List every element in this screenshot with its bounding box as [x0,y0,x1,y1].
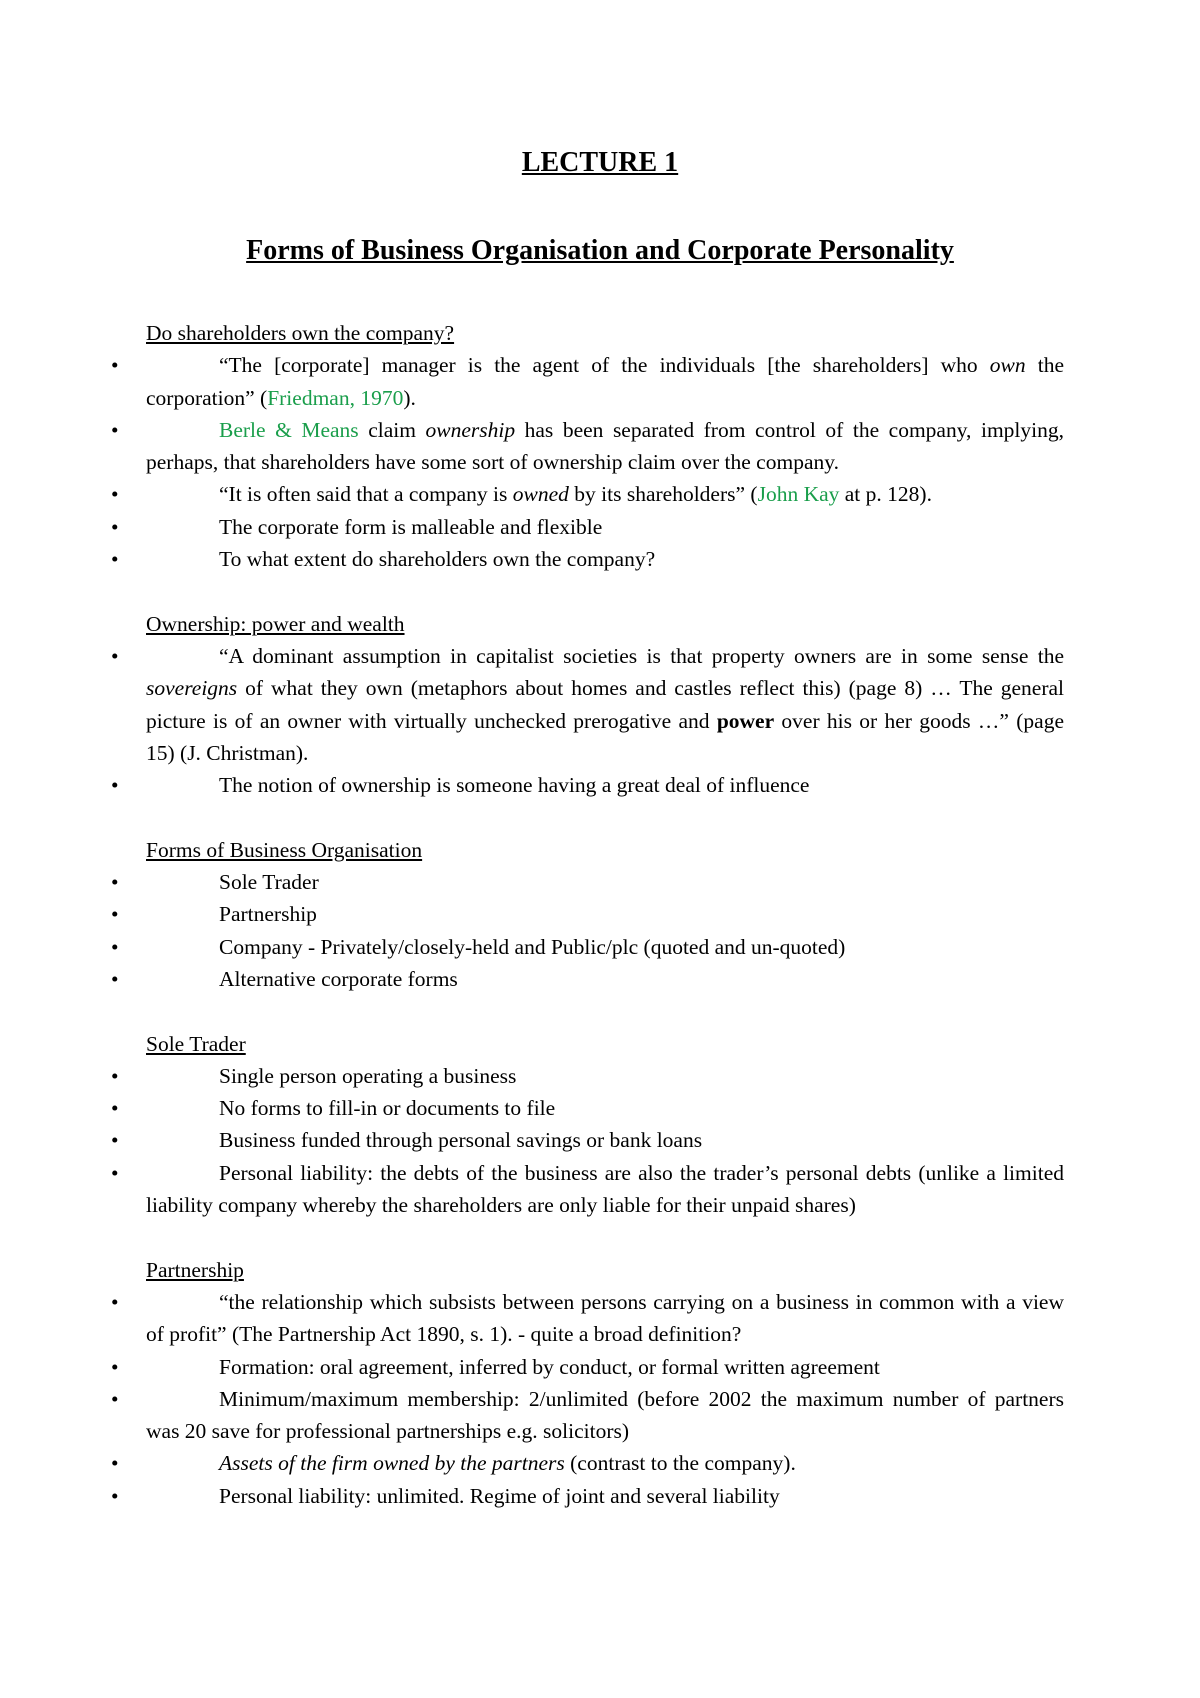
section-heading: Forms of Business Organisation [146,837,423,862]
bullet-icon: • [111,514,119,539]
bullet-icon: • [111,966,119,991]
list-item: • Personal liability: unlimited. Regime of joint and several liability [111,1480,1064,1512]
citation: Berle & Means [219,417,359,442]
list-item: • To what extent do shareholders own the company? [111,543,1064,575]
section-partnership [111,1254,1064,1512]
list-item: • Alternative corporate forms [111,963,1064,995]
list-item: • Berle & Means claim ownership has been separated from control of the company, implying, perhaps, that shareholders have some sort of ownership claim over the company. [111,414,1064,479]
list-item: • “A dominant assumption in capitalist societies is that property owners are in some sense the sovereigns of what they own (metaphors about homes and castles reflect this) (page 8) … The general picture is of an owner with virtually unchecked prerogative and power over his or her goods …” (page 15) (J. Christman). [111,640,1064,769]
list-item: • Single person operating a business [111,1060,1064,1092]
bullet-icon: • [111,1289,119,1314]
bullet-icon: • [111,934,119,959]
list-item: • Business funded through personal savings or bank loans [111,1124,1064,1156]
list-item: • The notion of ownership is someone having a great deal of influence [111,769,1064,801]
bullet-icon: • [111,643,119,668]
bullet-icon: • [111,353,119,378]
section-heading: Sole Trader [146,1031,246,1056]
list-item: • “the relationship which subsists between persons carrying on a business in common with a view of profit” (The Partnership Act 1890, s. 1). - quite a broad definition? [111,1286,1064,1351]
bullet-icon: • [111,870,119,895]
section-heading: Partnership [146,1257,244,1282]
list-item: • Sole Trader [111,866,1064,898]
citation: John Kay [757,482,840,507]
list-item: • No forms to fill-in or documents to file [111,1092,1064,1124]
bullet-icon: • [111,1451,119,1476]
bullet-icon: • [111,1128,119,1153]
bullet-icon: • [111,547,119,572]
bullet-icon: • [111,482,119,507]
bullet-icon: • [111,773,119,798]
list-item: • Formation: oral agreement, inferred by conduct, or formal written agreement [111,1351,1064,1383]
list-item: • Assets of the firm owned by the partners (contrast to the company). [111,1447,1064,1479]
list-item: • “The [corporate] manager is the agent of the individuals [the shareholders] who own the corporation” (Friedman, 1970). [111,349,1064,414]
list-item: • Minimum/maximum membership: 2/unlimited (before 2002 the maximum number of partners was 20 save for professional partnerships e.g. solicitors) [111,1383,1064,1448]
bullet-icon: • [111,1386,119,1411]
section-forms [111,834,1064,995]
bullet-icon: • [111,1160,119,1185]
bullet-icon: • [111,1096,119,1121]
section-heading: Ownership: power and wealth [146,611,405,636]
list-item: • “It is often said that a company is owned by its shareholders” (John Kay at p. 128). [111,478,1064,510]
bullet-icon: • [111,1483,119,1508]
section-ownership [111,608,1064,802]
list-item: • The corporate form is malleable and flexible [111,511,1064,543]
section-sole-trader [111,1028,1064,1222]
bullet-icon: • [111,902,119,927]
section-heading: Do shareholders own the company? [146,321,455,345]
citation: Friedman, 1970 [267,385,404,410]
lecture-subtitle: Forms of Business Organisation and Corporate Personality [246,235,954,266]
list-item: • Company - Privately/closely-held and Public/plc (quoted and un-quoted) [111,931,1064,963]
list-item: • Personal liability: the debts of the business are also the trader’s personal debts (unlike a limited liability company whereby the shareholders are only liable for their unpaid shares) [111,1157,1064,1222]
list-item: • Partnership [111,898,1064,930]
document-body [111,317,1064,1512]
bullet-icon: • [111,417,119,442]
section-shareholders [111,317,1064,575]
bullet-icon: • [111,1354,119,1379]
lecture-title: LECTURE 1 [521,147,679,178]
bullet-icon: • [111,1063,119,1088]
